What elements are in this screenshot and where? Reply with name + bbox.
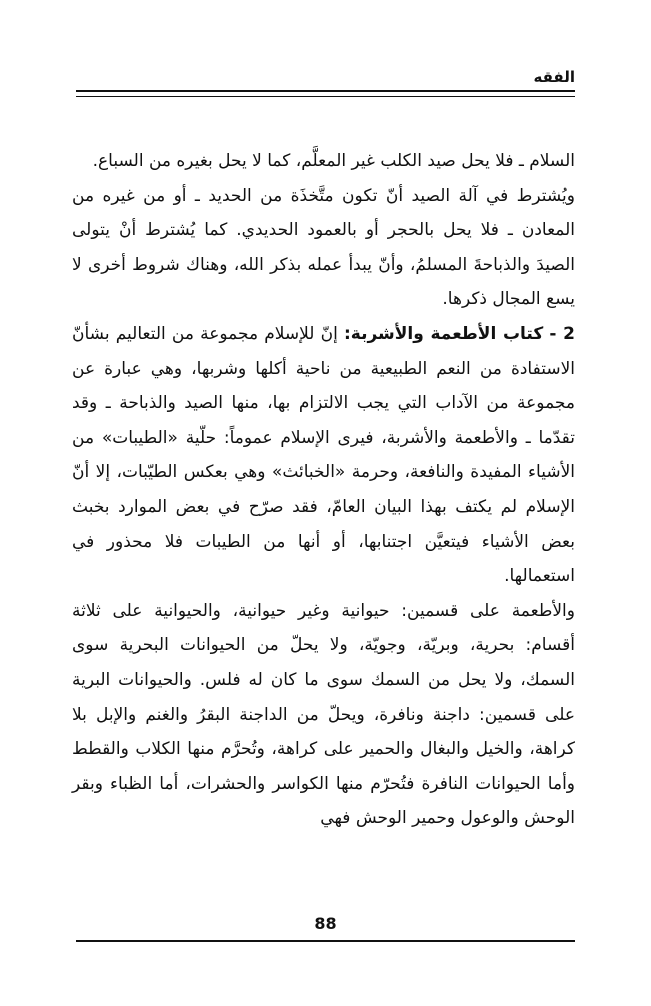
section-number: 2 -: [549, 323, 575, 344]
running-header-title: الفقه: [533, 68, 575, 86]
page-number: 88: [314, 914, 337, 933]
header-rule-thick: [76, 90, 575, 92]
paragraph-1: السلام ـ فلا يحل صيد الكلب غير المعلَّم، كما لا يحل بغيره من السباع.: [92, 151, 575, 171]
paragraph-2: ويُشترط في آلة الصيد أنّ تكون متَّخذَة من الحديد ـ أو من غيره من المعادن ـ فلا يحل بالحجر أو بالعمود الحديدي. كما يُشترط أنْ يتولى الصيدَ والذباحةَ المسلمُ، وأنّ يبدأ عمله بذكر الله، وهناك شروط أخرى لا يسع المجال ذكرها.: [72, 185, 575, 310]
paragraph-3-text: إنّ للإسلام مجموعة من التعاليم بشأنّ الاستفادة من النعم الطبيعية من ناحية أكلها وشربها، وهي عبارة عن مجموعة من الآداب التي يجب الالتزام بها، منها الصيد والذباحة ـ وقد تقدّما ـ والأطعمة والأشربة، فيرى الإسلام عموماً: حلّية «الطيبات» من الأشياء المفيدة والنافعة، وحرمة «الخبائث» وهي بعكس الطيّبات، إلا أنّ الإسلام لم يكتف بهذا البيان العامّ، فقد صرّح في بعض الموارد بخبث بعض الأشياء فيتعيَّن اجتنابها، أو أنها من الطيبات فلا محذور في استعمالها.: [72, 323, 575, 587]
section-heading: كتاب الأطعمة والأشربة:: [343, 323, 544, 344]
header-rule-thin: [76, 96, 575, 97]
footer-rule: [76, 940, 575, 942]
paragraph-3: [72, 317, 575, 594]
paragraph-4: والأطعمة على قسمين: حيوانية وغير حيوانية، والحيوانية على ثلاثة أقسام: بحرية، وبريّة، وجويّة، ولا يحلّ من الحيوانات البحرية سوى السمك، ولا يحل من السمك سوى ما كان له فلس. والحيوانات البرية على قسمين: داجنة ونافرة، ويحلّ من الداجنة البقرُ والغنم والإبل بلا كراهة، والخيل والبغال والحمير على كراهة، وتُحرَّم منها الكلاب والقطط وأما الحيوانات النافرة فتُحرّم منها الكواسر والحشرات، أما الظباء وبقر الوحش والوعول وحمير الوحش فهي: [72, 600, 575, 829]
body-text: [72, 144, 575, 836]
